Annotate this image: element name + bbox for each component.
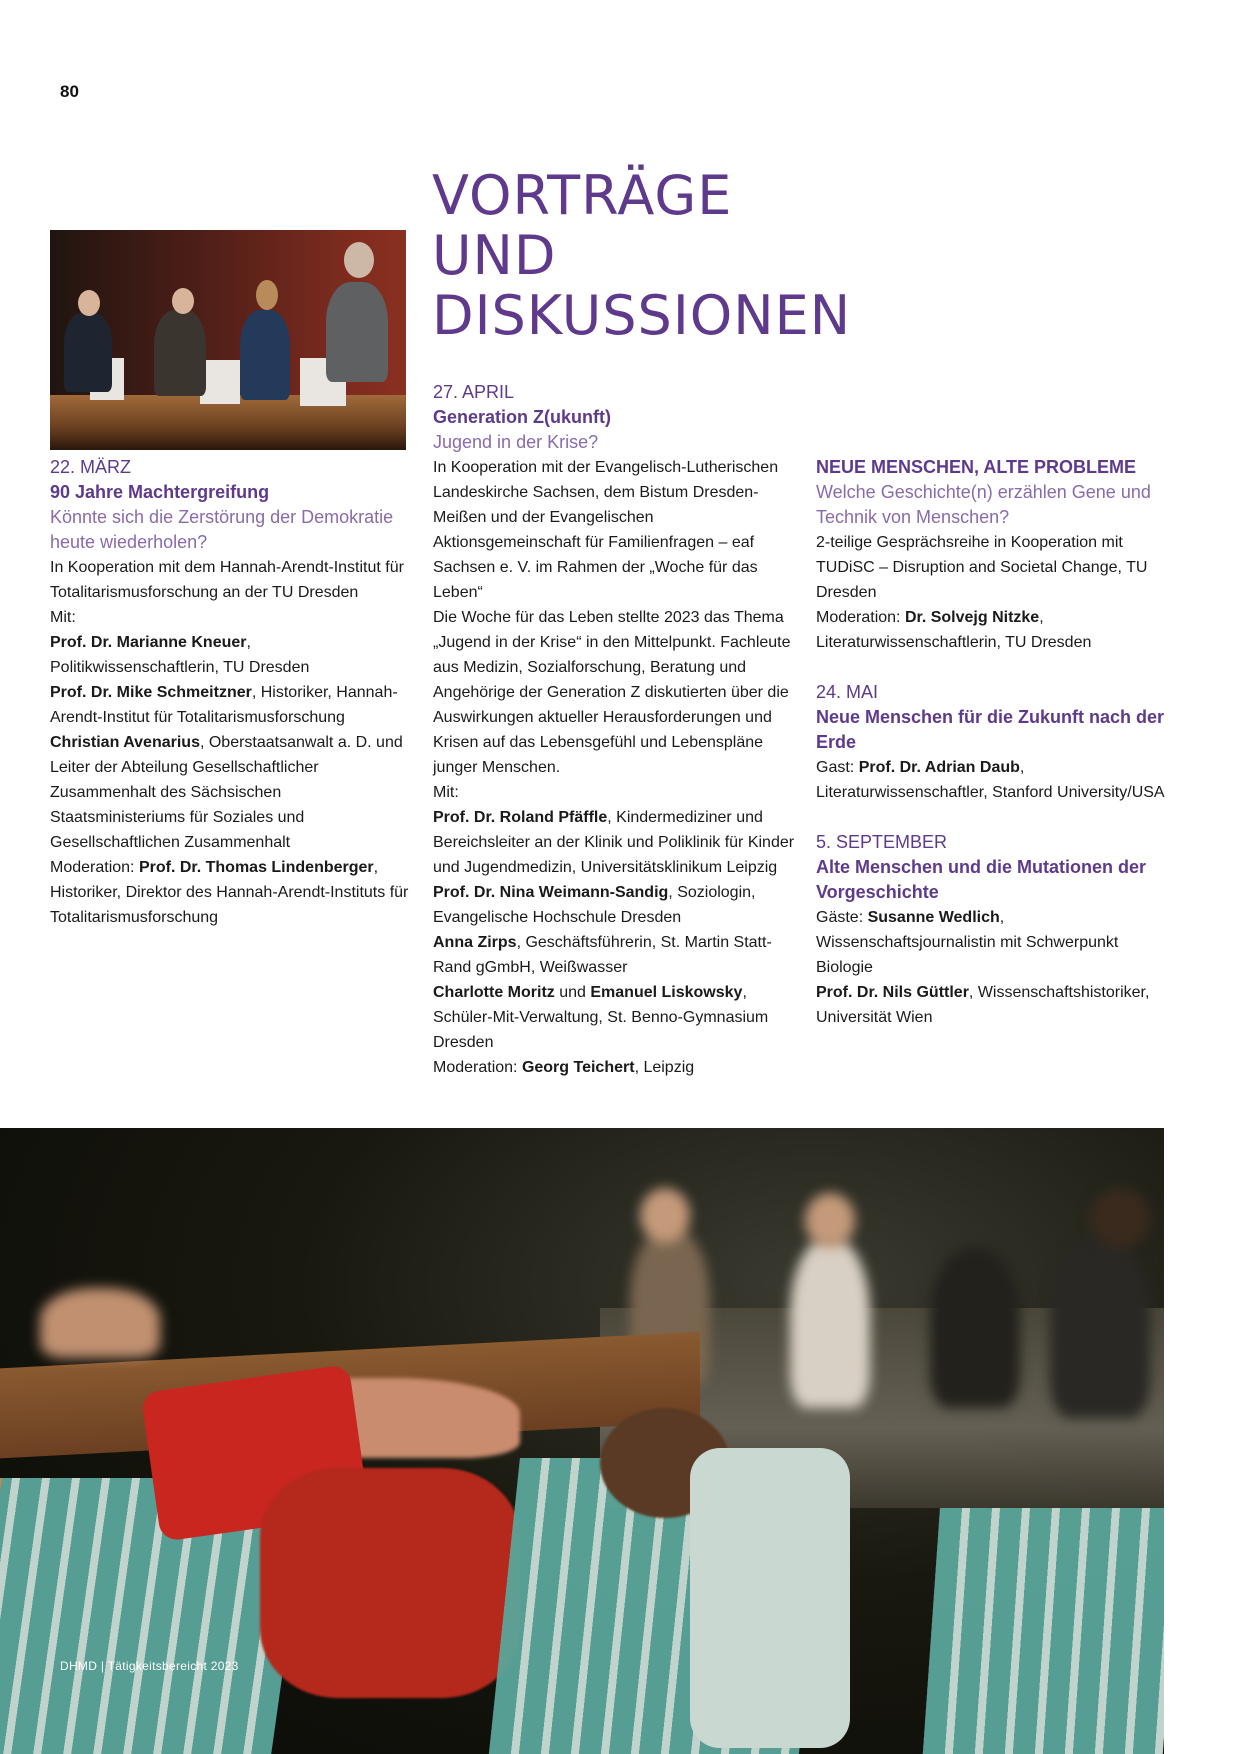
participant-name: Prof. Dr. Nina Weimann-Sandig [433, 884, 669, 901]
participant-name: Prof. Dr. Mike Schmeitzner [50, 684, 252, 701]
participant [433, 980, 795, 1055]
participant-desc: , Kindermediziner und Bereichsleiter an der Klinik und Poliklinik für Kinder und Jugendmedizin, Universitätsklinikum Leipzig [433, 809, 795, 876]
participant-desc: , Schüler-Mit-Verwaltung, St. Benno-Gymnasium Dresden [433, 984, 769, 1051]
footer: DHMD | Tätigkeitsbereicht 2023 [60, 1659, 239, 1673]
guest-name: Prof. Dr. Nils Güttler [816, 984, 969, 1001]
participant-conjunction: und [554, 984, 591, 1001]
moderation-label: Moderation: [433, 1059, 522, 1076]
participant [433, 930, 795, 980]
moderator-name: Dr. Solvejg Nitzke [904, 609, 1040, 626]
guest-name: Prof. Dr. Adrian Daub [858, 759, 1020, 776]
with-label: Mit: [433, 784, 459, 801]
chair-cloth [922, 1508, 1164, 1754]
cooperation-text: In Kooperation mit der Evangelisch-Lutherischen Landeskirche Sachsen, dem Bistum Dresden-Meißen und der Evangelischen Aktionsgemeinschaft für Familienfragen – eaf Sachsen e. V. im Rahmen der „Woche für das Leben“ [433, 459, 779, 601]
event-subtitle: Jugend in der Krise? [433, 432, 599, 452]
spacer [816, 805, 1170, 830]
blurred-person [790, 1238, 870, 1408]
stage-cube [200, 360, 240, 404]
person-red-dress [260, 1468, 520, 1698]
with-label: Mit: [50, 609, 76, 626]
participant-desc: , Historiker, Hannah-Arendt-Institut für Totalitarismusforschung [50, 684, 398, 726]
blurred-person [40, 1288, 160, 1358]
blurred-person [1050, 1238, 1150, 1418]
moderation [433, 1055, 795, 1080]
event-title: Neue Menschen für die Zukunft nach der Erde [816, 707, 1165, 752]
panelist-head [344, 242, 374, 278]
deck-chair [922, 1508, 1164, 1754]
guest-label: Gast: [816, 759, 859, 776]
series-subtitle: Welche Geschichte(n) erzählen Gene und Technik von Menschen? [816, 482, 1151, 527]
event-subtitle: Könnte sich die Zerstörung der Demokratie heute wiederholen? [50, 507, 394, 552]
moderator-name: Georg Teichert [521, 1059, 635, 1076]
moderator-name: Prof. Dr. Thomas Lindenberger [138, 859, 374, 876]
moderator-desc: , Literaturwissenschaftlerin, TU Dresden [816, 609, 1092, 651]
spacer [816, 655, 1170, 680]
participant-desc: , Politikwissenschaftlerin, TU Dresden [50, 634, 310, 676]
guest [816, 980, 1170, 1030]
page-number: 80 [60, 82, 79, 101]
event-title: 90 Jahre Machtergreifung [50, 482, 270, 502]
column-1 [50, 455, 412, 930]
moderation [50, 855, 412, 930]
event-date: 27. APRIL [433, 382, 515, 402]
guest-desc: , Wissenschaftsjournalistin mit Schwerpunkt Biologie [816, 909, 1119, 976]
participant-name: Prof. Dr. Marianne Kneuer [50, 634, 247, 651]
event-date: 22. MÄRZ [50, 457, 132, 477]
series-title: NEUE MENSCHEN, ALTE PROBLEME [816, 457, 1137, 477]
panelist-head [256, 280, 278, 310]
guest-label: Gäste: [816, 909, 868, 926]
shirt-on-chair [690, 1448, 850, 1748]
series-description: 2-teilige Gesprächsreihe in Kooperation mit TUDiSC – Disruption and Societal Change, TU Dresden [816, 534, 1148, 601]
participant [433, 805, 795, 880]
panelist-head [172, 288, 194, 314]
guest [816, 905, 1170, 980]
column-2 [433, 380, 795, 1080]
participant [50, 730, 412, 855]
moderator-desc: , Historiker, Direktor des Hannah-Arendt-Instituts für Totalitarismusforschung [50, 859, 409, 926]
blurred-person-head [640, 1188, 690, 1243]
title-line-1: VORTRÄGE [432, 164, 733, 227]
participant-name: Prof. Dr. Roland Pfäffle [433, 809, 608, 826]
moderation [816, 605, 1170, 655]
panelist [154, 310, 206, 396]
guest-desc: , Literaturwissenschaftler, Stanford University/USA [816, 759, 1165, 801]
panelist [240, 310, 290, 400]
event-date: 5. SEPTEMBER [816, 832, 948, 852]
moderator-desc: , Leipzig [634, 1059, 695, 1076]
title-line-2: UND [432, 224, 557, 287]
event-description: Die Woche für das Leben stellte 2023 das Thema „Jugend in der Krise“ in den Mittelpunkt. Fachleute aus Medizin, Sozialforschung, Beratung und Angehörige der Generation Z diskutierten über die Auswirkungen aktueller Herausforderungen und Krisen auf das Lebensgefühl und Lebenspläne junger Menschen. [433, 609, 791, 776]
title-line-3: DISKUSSIONEN [432, 284, 852, 347]
event-title: Alte Menschen und die Mutationen der Vorgeschichte [816, 857, 1147, 902]
participant-desc: , Geschäftsführerin, St. Martin Statt-Rand gGmbH, Weißwasser [433, 934, 772, 976]
guest-name: Susanne Wedlich [867, 909, 1000, 926]
page-title [432, 166, 851, 346]
participant-name: Emanuel Liskowsky [590, 984, 743, 1001]
event-title: Generation Z(ukunft) [433, 407, 611, 427]
moderation-label: Moderation: [50, 859, 139, 876]
panelist [326, 282, 388, 382]
participant [433, 880, 795, 930]
participant [50, 680, 412, 730]
cooperation-text: In Kooperation mit dem Hannah-Arendt-Institut für Totalitarismusforschung an der TU Dresden [50, 559, 404, 601]
guest-desc: , Wissenschaftshistoriker, Universität Wien [816, 984, 1150, 1026]
participant-desc: , Oberstaatsanwalt a. D. und Leiter der Abteilung Gesellschaftlicher Zusammenhalt des Sächsischen Staatsministeriums für Soziales und Gesellschaftlichen Zusammenhalt [50, 734, 403, 851]
blurred-person-head [1090, 1188, 1150, 1248]
participant-desc: , Soziologin, Evangelische Hochschule Dresden [433, 884, 756, 926]
event-date: 24. MAI [816, 682, 879, 702]
participant-name: Anna Zirps [433, 934, 517, 951]
participant-name: Christian Avenarius [50, 734, 200, 751]
blurred-person-head [805, 1193, 855, 1248]
panelist-head [78, 290, 100, 316]
blurred-person [930, 1248, 1020, 1408]
participant-name: Charlotte Moritz [433, 984, 555, 1001]
column-3 [816, 455, 1170, 1030]
panelist [64, 312, 112, 392]
moderation-label: Moderation: [816, 609, 905, 626]
panel-discussion-photo [50, 230, 406, 450]
guest [816, 755, 1170, 805]
participant [50, 630, 412, 680]
